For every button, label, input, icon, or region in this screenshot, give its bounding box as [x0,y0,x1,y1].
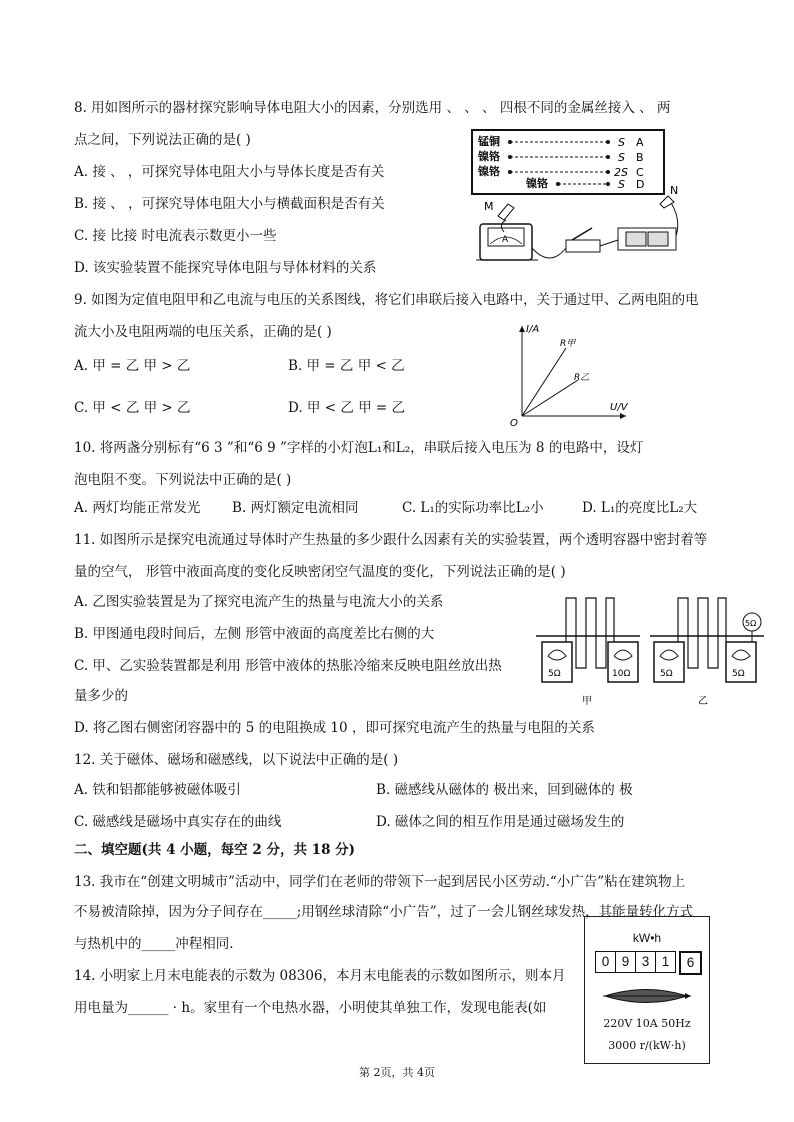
q9-stem-line2: 流大小及电阻两端的电压关系，正确的是( ) [74,324,332,340]
u-tube-left [566,598,614,668]
q8-option-a[interactable]: A. 接 、 ，可探究导体电阻大小与导体长度是否有关 [74,164,385,180]
meter-digit: 1 [656,951,676,973]
alligator-clip-n-icon [660,196,674,208]
q9-stem-line1: 9. 如图为定值电阻甲和乙电流与电压的关系图线，将它们串联后接入电路中，关于通过甲、乙两电阻的电 [74,292,699,308]
q8-stem-line1: 8. 用如图所示的器材探究影响导体电阻大小的因素，分别选用 、 、 、 四根不同的金属丝接入 、 两 [74,100,671,116]
q9-iu-graph [506,320,632,428]
q9-option-a[interactable]: A. 甲 = 乙 甲 > 乙 [74,358,191,374]
q11-option-b[interactable]: B. 甲图通电段时间后，左侧 形管中液面的高度差比右侧的大 [74,626,435,642]
q12-option-c[interactable]: C. 磁感线是磁场中真实存在的曲线 [74,814,282,830]
q8-wire-d-material: 镍铬 [526,177,548,190]
u-tube-right [678,598,726,668]
electric-meter [584,916,710,1064]
q12-option-a[interactable]: A. 铁和铝都能够被磁体吸引 [74,782,241,798]
q9-origin-label: O [510,418,518,428]
q11-label-yi: 乙 [698,696,708,707]
q8-stem-line2: 点之间，下列说法正确的是( ) [74,132,251,148]
q11-right-r1: 5Ω [660,669,673,679]
q8-wire-a-material: 锰铜 [478,135,500,148]
q13-line3[interactable]: 与热机中的_____冲程相同. [74,936,234,952]
meter-digit: 0 [595,951,616,973]
meter-disc-icon [601,985,693,1007]
q9-r-jia-label: R甲 [560,339,576,349]
q8-area-a: S [618,136,625,149]
meter-digit-decimal: 6 [679,951,702,975]
meter-unit: kW•h [632,931,662,945]
page-footer: 第 2页，共 4页 [359,1066,435,1079]
q8-wire-c-material: 镍铬 [478,165,500,178]
q12-option-d[interactable]: D. 磁体之间的相互作用是通过磁场发生的 [376,814,625,830]
q10-stem-line2: 泡电阻不变。下列说法中正确的是( ) [74,472,292,488]
q9-x-axis-label: U/V [610,402,628,413]
q14-line1: 14. 小明家上月末电能表的示数为 08306，本月末电能表的示数如图所示，则本月 [74,968,566,984]
q8-option-b[interactable]: B. 接 、 ，可探究导体电阻大小与横截面积是否有关 [74,196,385,212]
meter-digit: 3 [636,951,656,973]
q11-left-r1: 5Ω [548,669,561,679]
q11-right-r2: 5Ω [732,669,745,679]
q13-line1: 13. 我市在“创建文明城市”活动中，同学们在老师的带领下一起到居民小区劳动.“小广告”粘在建筑物上 [74,874,686,890]
q8-area-b: S [618,151,625,164]
q9-r-yi-label: R乙 [574,373,590,383]
q11-stem-line1: 11. 如图所示是探究电流通过导体时产生热量的多少跟什么因素有关的实验装置，两个透明容器中密封着等 [74,532,708,548]
switch-icon [566,240,600,252]
q8-terminal-m: M [484,200,494,213]
alligator-clip-icon [498,204,514,220]
q11-heat-apparatus-figure [532,588,768,714]
meter-spec: 220V 10A 50Hz [603,1017,691,1030]
q11-option-d[interactable]: D. 将乙图右侧密闭容器中的 5 的电阻换成 10 ，即可探究电流产生的热量与电阻的关系 [74,720,595,736]
q11-option-c-line1[interactable]: C. 甲、乙实验装置都是利用 形管中液体的热胀冷缩来反映电阻丝放出热 [74,658,502,674]
q8-area-d: S [618,178,625,191]
q10-option-c[interactable]: C. L₁的实际功率比L₂小 [402,500,544,516]
q8-terminal-n: N [670,184,679,197]
q11-option-a[interactable]: A. 乙图实验装置是为了探究电流产生的热量与电流大小的关系 [74,594,444,610]
q11-left-r2: 10Ω [612,669,631,679]
q8-label-a: A [636,136,644,149]
q8-wire-b-material: 镍铬 [478,150,500,163]
q11-right-r3: 5Ω [745,619,757,628]
meter-digits [595,951,702,975]
q9-option-c[interactable]: C. 甲 < 乙 甲 > 乙 [74,400,191,416]
meter-rate: 3000 r/(kW·h) [608,1039,686,1052]
q8-label-b: B [636,151,644,164]
q14-line2[interactable]: 用电量为______ · h。家里有一个电热水器，小明使其单独工作，发现电能表(如 [74,1000,547,1016]
q10-option-a[interactable]: A. 两灯均能正常发光 [74,500,201,516]
q8-area-c: 2S [614,166,628,179]
q10-option-b[interactable]: B. 两灯额定电流相同 [232,500,359,516]
q9-option-b[interactable]: B. 甲 = 乙 甲 < 乙 [288,358,405,374]
q8-option-d[interactable]: D. 该实验装置不能探究导体电阻与导体材料的关系 [74,260,377,276]
q11-label-jia: 甲 [582,696,592,707]
q10-option-d[interactable]: D. L₁的亮度比L₂大 [582,500,698,516]
q9-option-d[interactable]: D. 甲 < 乙 甲 = 乙 [288,400,406,416]
q8-option-c[interactable]: C. 接 比接 时电流表示数更小一些 [74,228,277,244]
section-heading-fill-blank: 二、填空题(共 4 小题，每空 2 分，共 18 分) [74,842,356,858]
q9-y-axis-label: I/A [526,324,540,335]
q10-stem-line1: 10. 将两盏分别标有“6 3 ”和“6 9 ”字样的小灯泡L₁和L₂，串联后接入电压为 8 的电路中，设灯 [74,440,644,456]
q8-label-d: D [636,178,645,191]
meter-digit: 9 [616,951,636,973]
q8-circuit-figure [468,128,698,270]
q11-stem-line2: 量的空气， 形管中液面高度的变化反映密闭空气温度的变化，下列说法正确的是( ) [74,564,566,580]
q12-stem: 12. 关于磁体、磁场和磁感线，以下说法中正确的是( ) [74,752,399,768]
svg-text:A: A [502,235,509,245]
q13-line2[interactable]: 不易被清除掉，因为分子间存在_____;用钢丝球清除“小广告”，过了一会儿钢丝球发热，其能量转化方式 [74,904,694,920]
q8-label-c: C [636,166,644,179]
q11-option-c-line2: 量多少的 [74,688,128,704]
q12-option-b[interactable]: B. 磁感线从磁体的 极出来，回到磁体的 极 [376,782,633,798]
